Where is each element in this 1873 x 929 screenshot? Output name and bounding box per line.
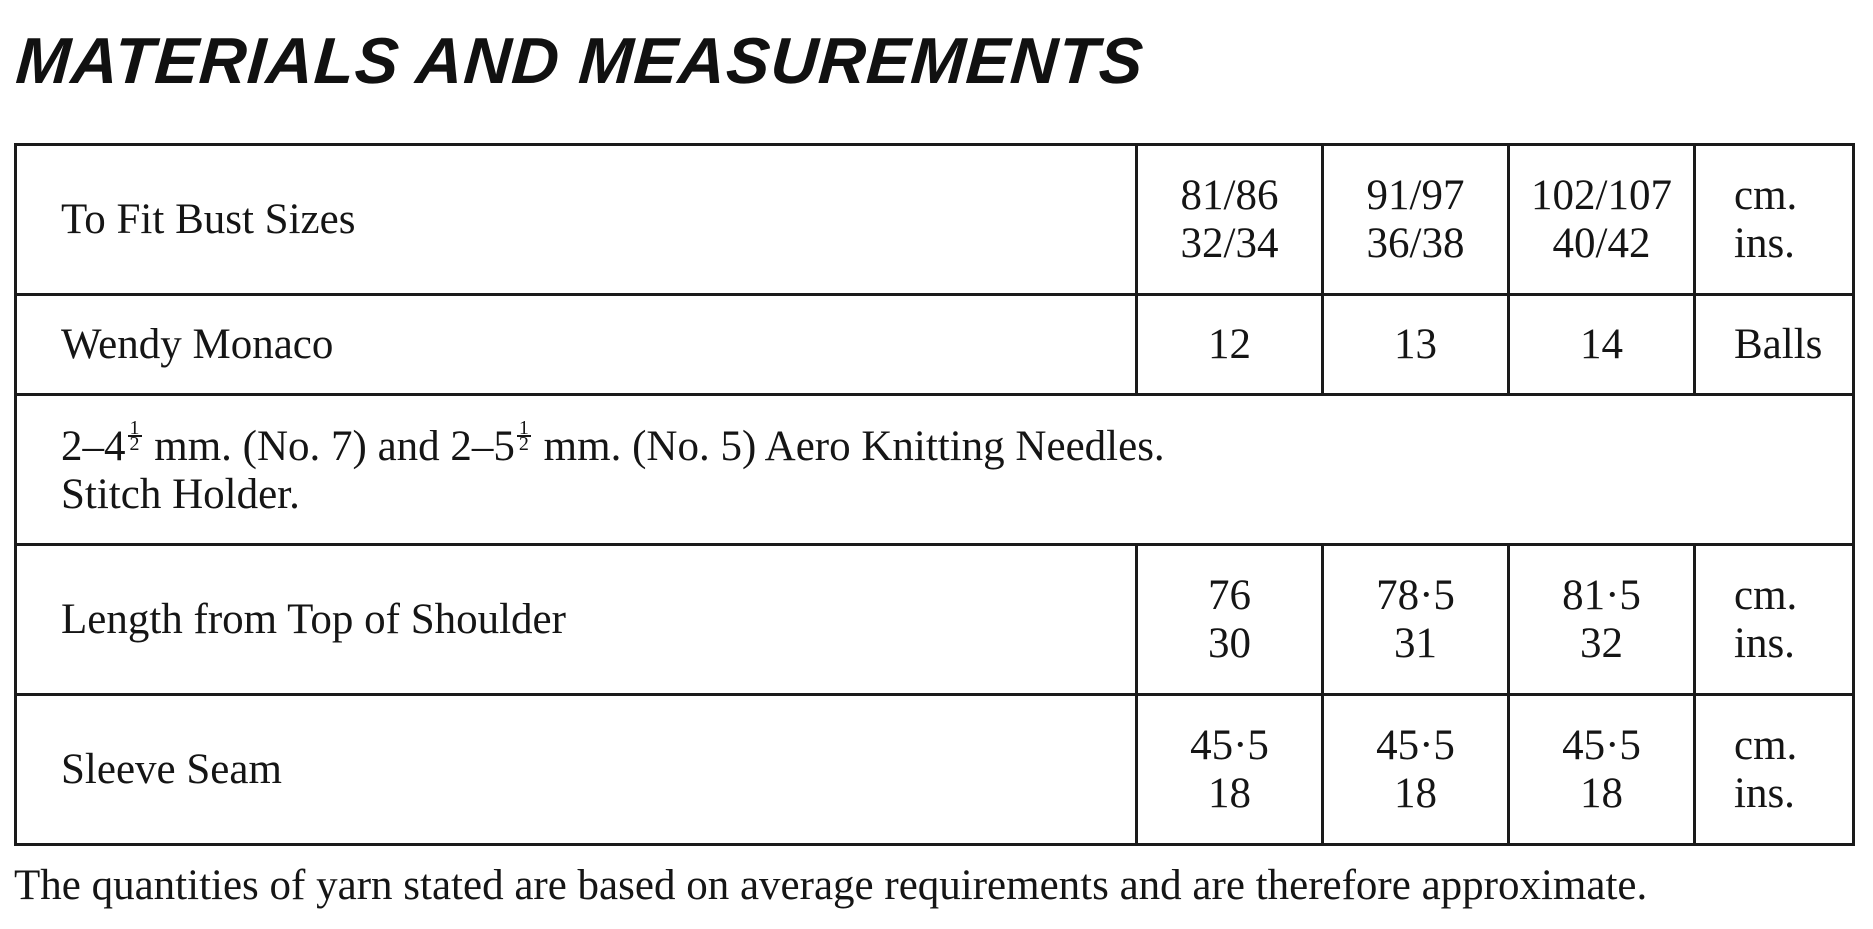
sleeve-ins: 18 <box>1580 769 1623 817</box>
table-row-bust-sizes <box>16 145 1854 295</box>
needles-line <box>61 416 1852 471</box>
yarn-label: Wendy Monaco <box>16 295 1137 395</box>
sleeve-cm: 45·5 <box>1376 721 1455 769</box>
fraction-denominator: 2 <box>129 432 140 455</box>
bust-size-ins: 36/38 <box>1366 219 1465 267</box>
sleeve-cell <box>1323 695 1509 845</box>
bust-size-cell <box>1509 145 1695 295</box>
sleeve-label: Sleeve Seam <box>16 695 1137 845</box>
table-row-needles <box>16 395 1854 545</box>
sleeve-ins: 18 <box>1208 769 1251 817</box>
unit-cell <box>1695 145 1854 295</box>
unit-cell <box>1695 695 1854 845</box>
unit-cell <box>1695 545 1854 695</box>
length-cm: 78·5 <box>1376 571 1455 619</box>
length-cell <box>1509 545 1695 695</box>
fraction-numerator: 1 <box>129 416 140 439</box>
bust-sizes-label: To Fit Bust Sizes <box>16 145 1137 295</box>
needles-text-b: mm. (No. 7) and 2–5 <box>143 422 515 470</box>
unit-ins: ins. <box>1734 619 1795 667</box>
needles-text-a: 2–4 <box>61 422 126 470</box>
bust-size-cm: 81/86 <box>1180 171 1279 219</box>
length-cell <box>1137 545 1323 695</box>
needles-cell <box>16 395 1854 545</box>
stitch-holder-line: Stitch Holder. <box>61 470 300 518</box>
yarn-balls-value: 13 <box>1323 295 1509 395</box>
length-ins: 30 <box>1208 619 1251 667</box>
length-label: Length from Top of Shoulder <box>16 545 1137 695</box>
bust-size-cm: 102/107 <box>1531 171 1672 219</box>
unit-cm: cm. <box>1734 571 1798 619</box>
fraction-denominator: 2 <box>518 432 529 455</box>
bust-size-ins: 32/34 <box>1180 219 1279 267</box>
table-row-length <box>16 545 1854 695</box>
length-ins: 31 <box>1394 619 1437 667</box>
needles-text-c: mm. (No. 5) Aero Knitting Needles. <box>532 422 1165 470</box>
sleeve-cell <box>1137 695 1323 845</box>
length-cm: 76 <box>1208 571 1251 619</box>
bust-size-cell <box>1323 145 1509 295</box>
bust-size-cell <box>1137 145 1323 295</box>
materials-table <box>14 143 1855 846</box>
half-fraction <box>128 416 142 455</box>
unit-ins: ins. <box>1734 769 1795 817</box>
unit-cm: cm. <box>1734 721 1798 769</box>
unit-ins: ins. <box>1734 219 1795 267</box>
half-fraction <box>517 416 531 455</box>
fraction-numerator: 1 <box>518 416 529 439</box>
sleeve-cm: 45·5 <box>1190 721 1269 769</box>
yarn-balls-value: 12 <box>1137 295 1323 395</box>
footnote: The quantities of yarn stated are based on average requirements and are therefore approximate. <box>14 862 1648 909</box>
sleeve-cell <box>1509 695 1695 845</box>
length-cm: 81·5 <box>1562 571 1641 619</box>
yarn-balls-value: 14 <box>1509 295 1695 395</box>
sleeve-cm: 45·5 <box>1562 721 1641 769</box>
page-title: MATERIALS AND MEASUREMENTS <box>13 24 1147 97</box>
length-ins: 32 <box>1580 619 1623 667</box>
bust-size-ins: 40/42 <box>1552 219 1651 267</box>
sleeve-ins: 18 <box>1394 769 1437 817</box>
bust-size-cm: 91/97 <box>1366 171 1465 219</box>
unit-balls: Balls <box>1695 295 1854 395</box>
unit-cm: cm. <box>1734 171 1798 219</box>
table-row-yarn <box>16 295 1854 395</box>
length-cell <box>1323 545 1509 695</box>
table-row-sleeve <box>16 695 1854 845</box>
